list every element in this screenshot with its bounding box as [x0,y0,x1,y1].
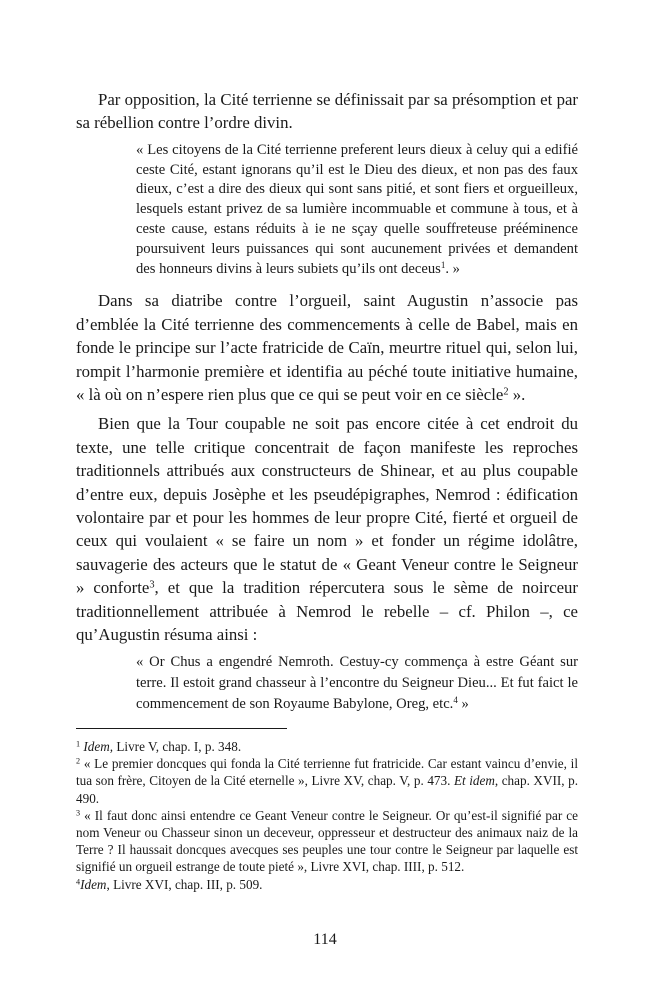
footnote-number: 3 [76,808,81,818]
paragraph-3-text: Bien que la Tour coupable ne soit pas encore citée à cet endroit du texte, une telle critique concentrait de façon manifeste les reproches traditionnels attribués aux constructeurs de Shinear, et au plus coupable d’entre eux, depuis Josèphe et les pseudépigraphes, Nemrod : édification volontaire par et pour les hommes de leur propre Cité, fierté et orgueil de ceux qui voulaient « se faire un nom » et fonder un régime idolâtre, sauvagerie des acteurs que le statut de « Geant Veneur contre le Seigneur » conforte [76,414,578,598]
block-quote-1 [136,141,578,280]
footnote-text: « Le premier doncques qui fonda la Cité terrienne fut fratricide. Car estant vaincu d’envie, il tua son frère, Citoyen de la Cité eternelle », Livre XV, chap. V, p. 473. [76,756,578,789]
footnote-2 [76,755,578,807]
footnote-number: 2 [76,756,81,766]
block-quote-2 [136,652,578,715]
footnote-italic: Idem, [83,739,114,754]
footnote-ref-1: 1 [440,259,446,270]
quote-1-end: . » [445,260,460,277]
quote-1-text: « Les citoyens de la Cité terrienne preferent leurs dieux à celuy qui a edifié ceste Cité, estant ignorans qu’il est le Dieu des dieux, et non pas des faux dieux, c’est a dire des dieux qui sont sans pitié, et sont fiers et orgueilleux, lesquels estant privez de sa lumière incommuable et commune à tous, et à ceste cause, estans réduits à ie ne sçay quelle souffreteuse prééminence poursuivent leurs puissances qui sont aucunement privées et demandent des honneurs divins à leurs subiets qu’ils ont deceus [136,141,578,277]
footnote-text: « Il faut donc ainsi entendre ce Geant Veneur contre le Seigneur. Or qu’est-il signifié par ce nom Veneur ou Chasseur sinon un deceveur, oppresseur et destructeur des animaux naiz de la Terre ? Il haussait doncques avecques ses peuples une tour contre le Seigneur par laquelle est signifié un orgueil estrange de toute pieté », Livre XVI, chap. IIII, p. 512. [76,807,578,875]
quote-2-end: » [457,696,469,713]
footnote-1 [76,738,578,755]
footnote-italic: Et idem [453,773,495,789]
main-text [76,88,578,715]
page-number: 114 [313,931,337,948]
quote-2-text: « Or Chus a engendré Nemroth. Cestuy-cy commença à estre Géant sur terre. Il estoit grand chasseur à l’encontre du Seigneur Dieu... Et fut faict le commencement de son Royaume Babylone, Oreg, etc. [136,654,578,713]
footnote-ref-4: 4 [453,695,458,706]
footnote-number: 4 [76,877,81,887]
paragraph-2-text: Dans sa diatribe contre l’orgueil, saint Augustin n’associe pas d’emblée la Cité terrienne des commencements à celle de Babel, mais en fonde le principe sur l’acte fratricide de Caïn, meurtre rituel qui, selon lui, rompit l’harmonie première et identifia au péché toute initiative humaine, « là où on n’espere rien plus que ce qui se peut voir en ce siècle [76,291,578,405]
paragraph-1 [76,88,578,135]
footnote-3 [76,807,578,876]
footnote-ref-2: 2 [503,386,509,398]
paragraph-3 [76,412,578,646]
footnote-ref-3: 3 [149,579,155,591]
footnote-4 [76,876,578,893]
footnotes [76,738,578,893]
footnote-separator [76,728,287,729]
paragraph-1-text: Par opposition, la Cité terrienne se définissait par sa présomption et par sa rébellion contre l’ordre divin. [76,90,578,133]
paragraph-2-end: ». [508,385,526,405]
paragraph-3-end: , et que la tradition répercutera sous le sème de noirceur traditionnellement attribuée à Nemrod le rebelle – cf. Philon –, ce qu’Augustin résuma ainsi : [76,578,579,645]
paragraph-2 [76,289,578,406]
footnote-text: Livre V, chap. I, p. 348. [113,739,242,754]
footnote-text: , Livre XVI, chap. III, p. 509. [106,876,263,892]
footnote-italic: Idem [80,876,107,892]
footnote-number: 1 [76,739,81,749]
footnote-text-end: , chap. XVII, p. 490. [76,773,578,806]
